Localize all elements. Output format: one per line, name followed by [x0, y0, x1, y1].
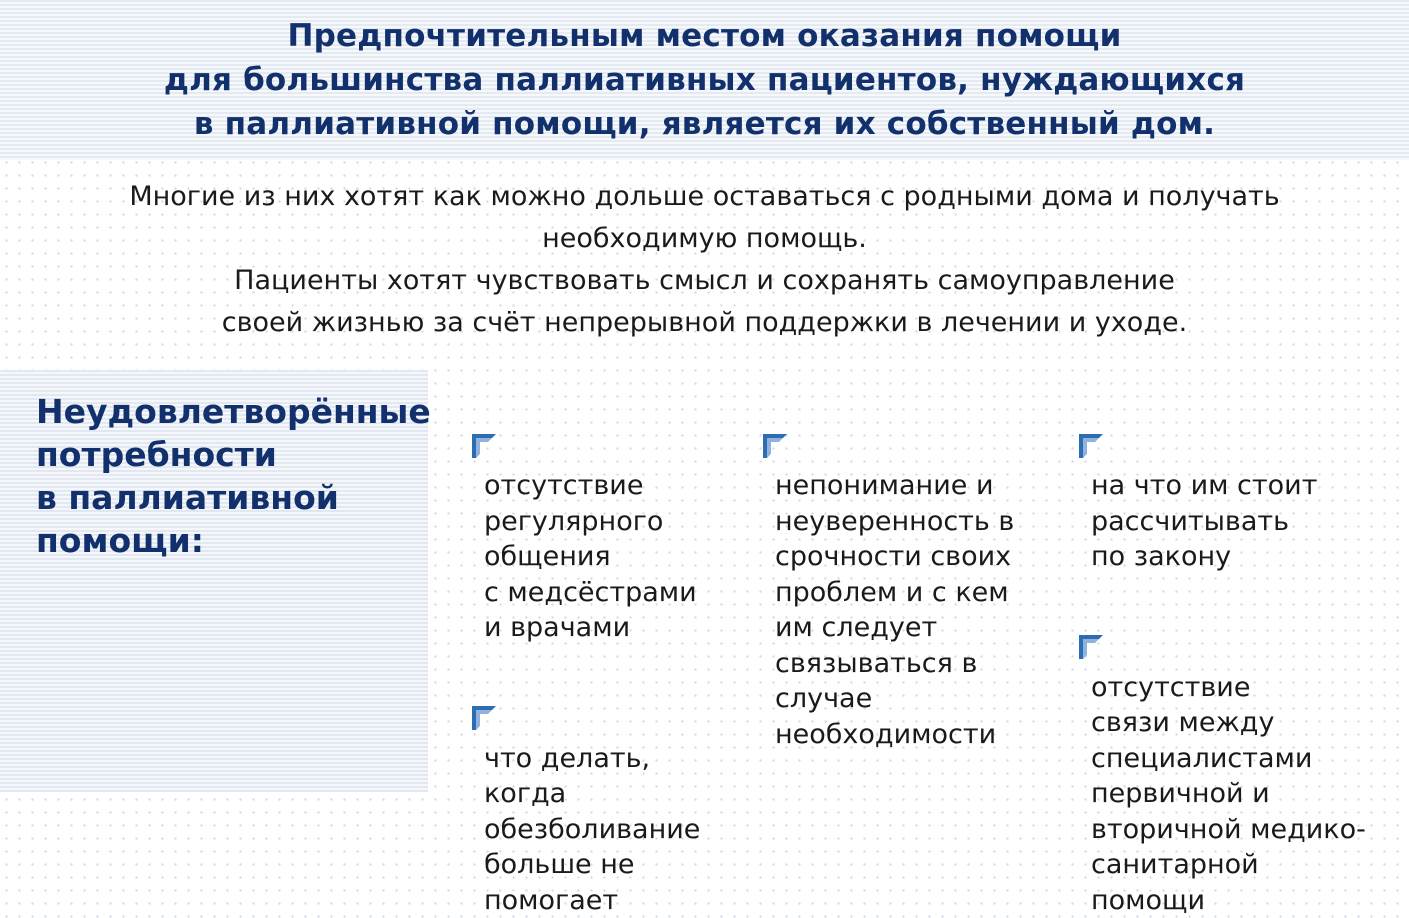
corner-bracket-icon — [472, 671, 496, 695]
need-item-text: на что им стоит рассчитывать по закону — [1091, 470, 1317, 572]
needs-column-1 — [472, 397, 762, 918]
intro-paragraph-2: Пациенты хотят чувствовать смысл и сохранять самоуправление своей жизнью за счёт непрерывной поддержки в лечении и уходе. — [60, 260, 1349, 344]
corner-bracket-icon — [472, 398, 496, 422]
need-item-text: отсутствие связи между специалистами первичной и вторичной медико- санитарной помощи — [1091, 672, 1366, 916]
need-item-text: отсутствие регулярного общения с медсёстрами и врачами — [484, 470, 697, 643]
need-item — [472, 397, 762, 646]
corner-bracket-icon — [1079, 600, 1103, 624]
need-item — [1079, 397, 1404, 575]
need-item — [1079, 599, 1404, 918]
corner-bracket-icon — [763, 398, 787, 422]
corner-bracket-icon — [1079, 398, 1103, 422]
need-item — [472, 670, 762, 918]
need-item — [763, 397, 1063, 752]
needs-column-2 — [763, 397, 1063, 752]
header-banner — [0, 0, 1409, 160]
need-item-text: непонимание и неуверенность в срочности своих проблем и с кем им следует связываться в случае необходимости — [775, 470, 1014, 750]
intro-section — [60, 176, 1349, 344]
slide-title: Предпочтительным местом оказания помощи для большинства паллиативных пациентов, нуждающихся в паллиативной помощи, является их собственный дом. — [164, 14, 1245, 146]
intro-paragraph-1: Многие из них хотят как можно дольше оставаться с родными дома и получать необходимую помощь. — [60, 176, 1349, 260]
sidebar-panel — [0, 370, 428, 792]
needs-column-3 — [1079, 397, 1404, 918]
sidebar-title: Неудовлетворённые потребности в паллиативной помощи: — [36, 390, 416, 562]
need-item-text: что делать, когда обезболивание больше не помогает — [484, 743, 700, 916]
